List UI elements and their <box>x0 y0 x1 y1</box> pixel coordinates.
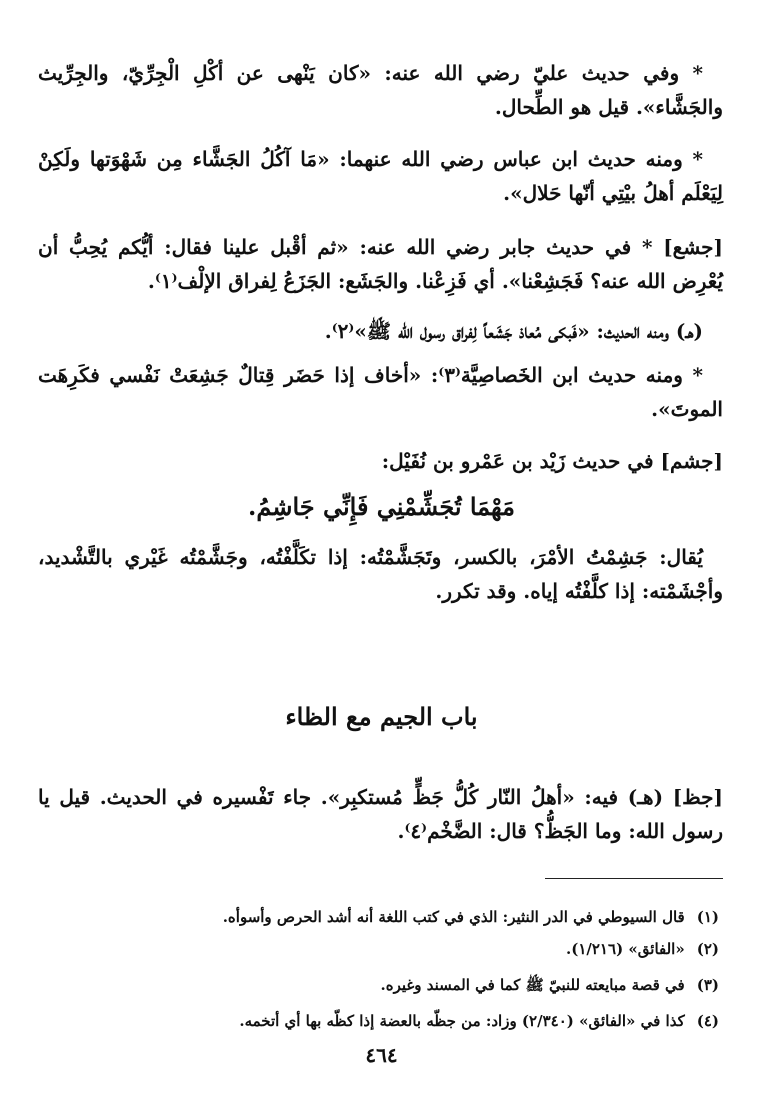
paragraph-jashama-entry: [جشم] في حديث زَيْد بن عَمْرو بن نُفَيْل: <box>381 449 723 473</box>
footnote-number: (٣) <box>696 976 719 994</box>
footnote-2 <box>38 938 719 960</box>
paragraph-khasasiyya-hadith: * ومنه حديث ابن الخَصاصِيَّة⁽٣⁾: «أخاف إذا حَضَر قِتالٌ جَشِعَتْ نَفْسي فكَرِهَت الموتَ». <box>38 363 723 421</box>
page-number: ٤٦٤ <box>365 1043 398 1067</box>
footnote-1 <box>38 906 719 928</box>
footnote-text: كذا في «الفائق» (٢/٣٤٠) وزاد: من جظّه بالعضة إذا كظّه بها أي أتخمه. <box>239 1012 685 1030</box>
section-heading: باب الجيم مع الظاء <box>285 702 478 731</box>
paragraph-jashama-explanation: يُقال: جَشِمْتُ الأمْرَ، بالكسر، وتَجَشَّمْتُه: إذا تكَلَّفْتُه، وجَشَّمْتُه غَيْري بالتَّشْديد، وأجْشَمْته: إذا كلَّفْتُه إياه. وقد تكرر. <box>38 545 723 603</box>
footnote-number: (٤) <box>696 1012 719 1030</box>
footnote-number: (٢) <box>696 940 719 958</box>
footnote-text: في قصة مبايعته للنبيّ ﷺ كما في المسند وغيره. <box>380 976 685 994</box>
footnote-text: «الفائق» (١/٢١٦). <box>566 940 685 958</box>
footnote-text: قال السيوطي في الدر النثير: الذي في كتب اللغة أنه أشد الحرص وأسوأه. <box>222 908 685 926</box>
footnote-3 <box>38 974 719 996</box>
paragraph-ali-hadith: * وفي حديث عليّ رضي الله عنه: «كان يَنْهى عن أكْلِ الْجِرِّيّ، والجِرِّيث والجَشَّاء». قيل هو الطِّحال. <box>38 61 723 119</box>
paragraph-jazz-entry: [جظ] (هـ) فيه: «أهلُ النّار كُلُّ جَظٍّ مُستكبِر». جاء تَفْسيره في الحديث. قيل يا رسول الله: وما الجَظُّ؟ قال: الضَّخْم⁽٤⁾. <box>38 785 723 843</box>
poetry-verse: مَهْمَا تُجَشِّمْنِي فَإِنِّي جَاشِمُ. <box>248 492 515 521</box>
paragraph-muadh-hadith: (هـ) ومنه الحديث: «فَبكى مُعاذ جَشَعاً لِفراق رسول الله ﷺ»⁽٢⁾. <box>324 319 703 343</box>
footnote-number: (١) <box>696 908 719 926</box>
paragraph-ibn-abbas-hadith: * ومنه حديث ابن عباس رضي الله عنهما: «مَا آكُلُ الجَشَّاء مِن شَهْوَتها ولَكِنْ لِيَعْلَم أهلُ بيْتِي أنّها حَلال». <box>38 147 723 205</box>
footnote-divider <box>545 878 723 879</box>
footnote-4 <box>38 1010 719 1032</box>
paragraph-jasha-entry: [جشع] * في حديث جابر رضي الله عنه: «ثم أقْبل علينا فقال: أيُّكم يُحِبُّ أن يُعْرِض الله عنه؟ فَجَشِعْنا». أي فَزِعْنا. والجَشَع: الجَزَعُ لِفراق الإلْف⁽١⁾. <box>38 235 723 293</box>
